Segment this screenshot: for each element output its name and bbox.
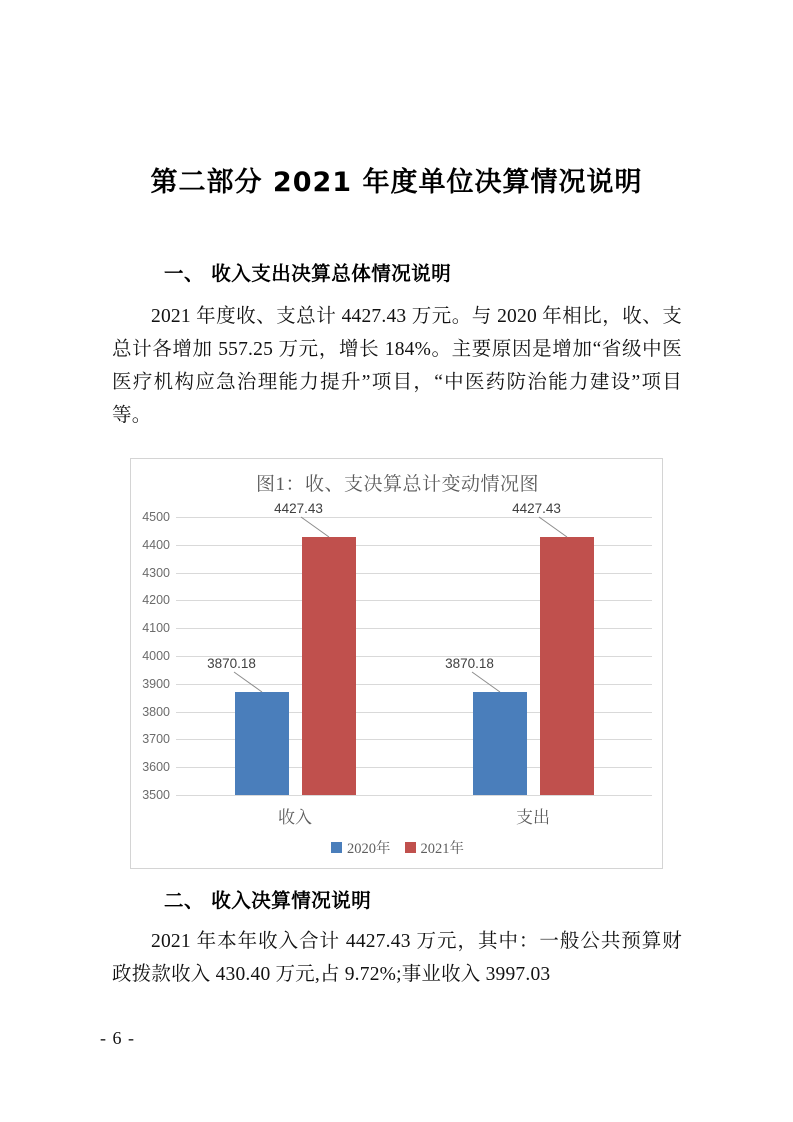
y-axis-tick-label: 4200 bbox=[142, 593, 170, 608]
bar-data-label: 4427.43 bbox=[274, 501, 323, 517]
legend-swatch bbox=[405, 842, 416, 853]
y-axis-tick-label: 4000 bbox=[142, 649, 170, 663]
data-label-leader-line bbox=[468, 664, 528, 704]
y-axis-tick-label: 4100 bbox=[142, 621, 170, 636]
legend-swatch bbox=[331, 842, 342, 853]
chart-figure-1 bbox=[130, 458, 663, 869]
page-title: 第二部分 2021 年度单位决算情况说明 bbox=[150, 167, 643, 198]
legend-label: 2020年 bbox=[347, 841, 391, 857]
y-axis-tick-label: 4500 bbox=[142, 510, 170, 524]
y-axis-tick-label: 4300 bbox=[142, 565, 170, 580]
y-axis-tick-label: 3900 bbox=[142, 676, 170, 691]
x-axis-category-label: 支出 bbox=[516, 808, 550, 827]
chart-title: 图1：收、支决算总计变动情况图 bbox=[255, 474, 539, 495]
legend-entry bbox=[405, 837, 465, 858]
gridline bbox=[142, 788, 652, 802]
y-axis-tick-label: 3600 bbox=[142, 760, 170, 775]
chart-legend bbox=[131, 837, 664, 858]
y-axis-tick-label: 4400 bbox=[142, 537, 170, 552]
section-heading-2: 二、 收入决算情况说明 bbox=[164, 889, 372, 912]
chart-bar bbox=[540, 537, 594, 795]
chart-bar bbox=[302, 537, 356, 795]
section-heading-1: 一、 收入支出决算总体情况说明 bbox=[164, 262, 452, 285]
chart-bar bbox=[235, 692, 289, 795]
section-paragraph-1: 2021 年度收、支总计 4427.43 万元。与 2020 年相比，收、支总计各增加 557.25 万元，增长 184%。主要原因是增加“省级中医医疗机构应急治理能力提升”项目，“中医药防治能力建设”项目等。 bbox=[112, 306, 682, 426]
y-axis-tick-label: 3500 bbox=[142, 788, 170, 802]
y-axis-tick-label: 3800 bbox=[142, 704, 170, 719]
data-label-leader-line bbox=[230, 664, 290, 704]
bar-data-label: 4427.43 bbox=[512, 501, 561, 517]
page-number: - 6 - bbox=[100, 1028, 135, 1048]
x-axis-category-label: 收入 bbox=[278, 808, 312, 827]
legend-entry bbox=[331, 837, 391, 858]
data-label-leader-line bbox=[297, 509, 357, 549]
legend-label: 2021年 bbox=[420, 841, 464, 857]
bar-data-label: 3870.18 bbox=[207, 656, 256, 672]
chart-plot-area bbox=[142, 501, 652, 802]
section-paragraph-2: 2021 年本年收入合计 4427.43 万元，其中：一般公共预算财政拨款收入 430.40 万元,占 9.72%;事业收入 3997.03 bbox=[112, 931, 682, 985]
y-axis-tick-label: 3700 bbox=[142, 732, 170, 747]
data-label-leader-line bbox=[535, 509, 595, 549]
chart-bar bbox=[473, 692, 527, 795]
bar-data-label: 3870.18 bbox=[445, 656, 494, 672]
